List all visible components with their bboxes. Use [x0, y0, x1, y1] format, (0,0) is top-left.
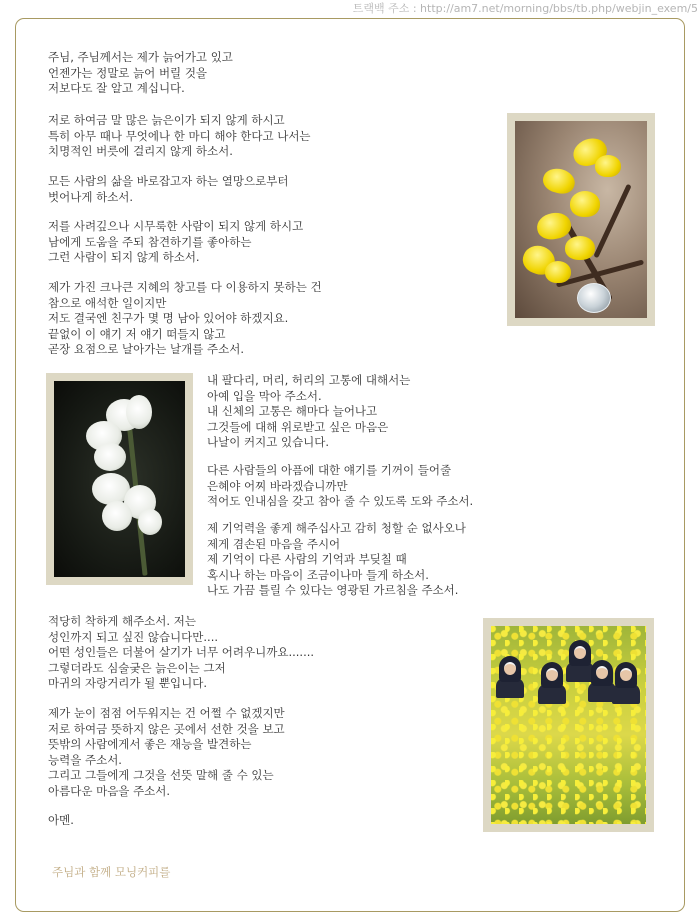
text-line: 저보다도 잘 알고 계십니다.	[48, 81, 185, 96]
text-line: 모든 사람의 삶을 바로잡고자 하는 열망으로부터	[48, 174, 289, 188]
text-line: 아예 입을 막아 주소서.	[207, 388, 322, 403]
text-line: 참으로 애석한 일이지만	[48, 295, 167, 310]
text-line: 그런 사람이 되지 않게 하소서.	[48, 250, 200, 265]
text-line: 남에게 도움을 주되 참견하기를 좋아하는	[48, 234, 252, 249]
text-line: 곧장 요점으로 날아가는 날개를 주소서.	[48, 342, 245, 357]
text-line: 은혜야 어찌 바라겠습니까만	[207, 478, 348, 493]
text-line: 제가 눈이 점점 어두워지는 건 어쩔 수 없겠지만	[48, 706, 285, 720]
text-line: 내 팔다리, 머리, 허리의 고통에 대해서는	[207, 373, 411, 387]
text-line: 저도 결국엔 친구가 몇 명 남아 있어야 하겠지요.	[48, 311, 289, 326]
text-line: 그렇더라도 심술궂은 늙은이는 그저	[48, 660, 226, 675]
text-line: 언젠가는 정말로 늙어 버릴 것을	[48, 65, 208, 80]
text-line: 혹시나 하는 마음이 조금이나마 들게 하소서.	[207, 567, 429, 582]
text-line: 어떤 성인들은 더불어 살기가 너무 어려우니까요.......	[48, 645, 315, 660]
text-line: 적당히 착하게 해주소서. 저는	[48, 614, 196, 628]
paragraph-2	[48, 113, 311, 160]
text-line: 아멘.	[48, 813, 74, 827]
paragraph-11	[48, 813, 74, 829]
paragraph-7	[207, 463, 473, 510]
paragraph-9	[48, 614, 314, 692]
text-line: 저를 사려깊으나 시무룩한 사람이 되지 않게 하시고	[48, 219, 304, 233]
paragraph-1	[48, 50, 233, 97]
trackback-url: 트랙백 주소 : http://am7.net/morning/bbs/tb.php/webjin_exem/5	[352, 2, 698, 15]
text-line: 저로 하여금 말 많은 늙은이가 되지 않게 하시고	[48, 113, 285, 127]
yellow-blossom-image	[515, 121, 647, 318]
text-line: 끝없이 이 얘기 저 얘기 떠들지 않고	[48, 326, 226, 341]
text-line: 나날이 커지고 있습니다.	[207, 435, 330, 450]
text-line: 그것들에 대해 위로받고 싶은 마음은	[207, 419, 389, 434]
text-line: 제가 가진 크나큰 지혜의 창고를 다 이용하지 못하는 건	[48, 280, 322, 294]
text-line: 그리고 그들에게 그것을 선뜻 말해 줄 수 있는	[48, 768, 274, 783]
text-line: 주님, 주님께서는 제가 늙어가고 있고	[48, 50, 233, 64]
paragraph-8	[207, 521, 466, 599]
paragraph-5	[48, 280, 322, 358]
text-line: 뜻밖의 사람에게서 좋은 재능을 발견하는	[48, 737, 252, 752]
text-line: 나도 가끔 틀릴 수 있다는 영광된 가르침을 주소서.	[207, 583, 459, 598]
footer-signature: 주님과 함께 모닝커피를	[52, 865, 171, 879]
paragraph-10	[48, 706, 285, 800]
text-line: 내 신체의 고통은 해마다 늘어나고	[207, 404, 378, 419]
paragraph-3	[48, 174, 288, 205]
text-line: 저로 하여금 뜻하지 않은 곳에서 선한 것을 보고	[48, 721, 285, 736]
nuns-field-image	[491, 626, 646, 824]
photo-nuns-field	[483, 618, 654, 832]
text-line: 특히 아무 때나 무엇에나 한 마디 해야 한다고 나서는	[48, 128, 311, 143]
text-line: 제 기억이 다른 사람의 기억과 부딪칠 때	[207, 552, 407, 567]
text-line: 다른 사람들의 아픔에 대한 얘기를 기꺼이 들어줄	[207, 463, 452, 477]
text-line: 제 기억력을 좋게 해주십사고 감히 청할 순 없사오나	[207, 521, 466, 535]
paragraph-6	[207, 373, 410, 451]
text-line: 능력을 주소서.	[48, 752, 122, 767]
paragraph-4	[48, 219, 303, 266]
white-blossom-image	[54, 381, 185, 577]
photo-white-blossom	[46, 373, 193, 585]
text-line: 성인까지 되고 싶진 않습니다만....	[48, 629, 219, 644]
text-line: 적어도 인내심을 갖고 참아 줄 수 있도록 도와 주소서.	[207, 494, 474, 509]
text-line: 치명적인 버릇에 걸리지 않게 하소서.	[48, 144, 233, 159]
text-line: 제게 겸손된 마음을 주시어	[207, 536, 341, 551]
text-line: 마귀의 자랑거리가 될 뿐입니다.	[48, 676, 208, 691]
photo-yellow-blossoms	[507, 113, 655, 326]
text-line: 벗어나게 하소서.	[48, 189, 134, 204]
text-line: 아름다운 마음을 주소서.	[48, 783, 171, 798]
